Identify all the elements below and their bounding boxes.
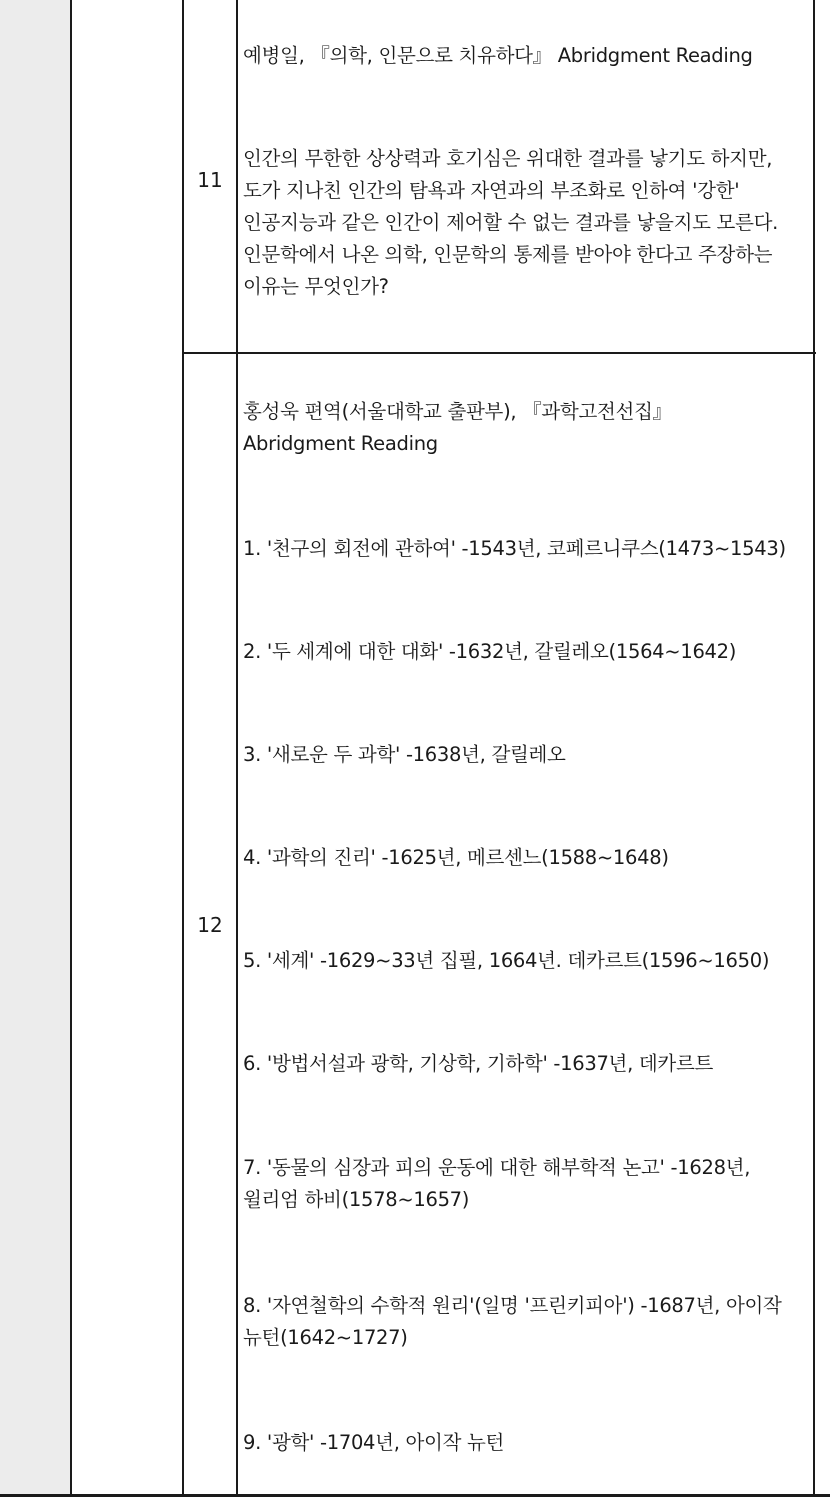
list-item: 2. '두 세계에 대한 대화' -1632년, 갈릴레오(1564~1642) — [243, 640, 737, 663]
list-item: 3. '새로운 두 과학' -1638년, 갈릴레오 — [243, 743, 566, 766]
left-margin-column — [0, 0, 72, 1497]
list-item: 4. '과학의 진리' -1625년, 메르센느(1588~1648) — [243, 846, 669, 869]
list-item: 7. '동물의 심장과 피의 운동에 대한 해부학적 논고' -1628년, 윌리엄 하비(1578~1657) — [243, 1156, 751, 1211]
list-item: 8. '자연철학의 수학적 원리'(일명 '프린키피아') -1687년, 아이작 뉴턴(1642~1727) — [243, 1294, 782, 1349]
list-item: 5. '세계' -1629~33년 집필, 1664년. 데카르트(1596~1650) — [243, 949, 770, 972]
discussion-question: 인간의 무한한 상상력과 호기심은 위대한 결과를 낳기도 하지만, 도가 지나친 인간의 탐욕과 자연과의 부조화로 인하여 '강한' 인공지능과 같은 인간이 제어할 수 없는 결과를 낳을지도 모른다. 인문학에서 나온 의학, 인문학의 통제를 받아야 한다고 주장하는 이유는 무엇인가? — [243, 147, 779, 298]
row-number: 11 — [197, 168, 223, 192]
table-column-divider — [236, 0, 238, 1497]
list-item: 9. '광학' -1704년, 아이작 뉴턴 — [243, 1431, 505, 1454]
table-right-border — [813, 0, 815, 1497]
list-item: 1. '천구의 회전에 관하여' -1543년, 코페르니쿠스(1473~1543) — [243, 537, 786, 560]
table-row-divider — [182, 352, 816, 354]
table-column-divider — [182, 0, 184, 1497]
reading-source: 예병일, 『의학, 인문으로 치유하다』 Abridgment Reading — [243, 44, 753, 67]
reading-source: 홍성욱 편역(서울대학교 출판부), 『과학고전선집』 Abridgment Reading — [243, 400, 672, 455]
row-number: 12 — [197, 913, 223, 937]
list-item: 6. '방법서설과 광학, 기상학, 기하학' -1637년, 데카르트 — [243, 1052, 714, 1075]
